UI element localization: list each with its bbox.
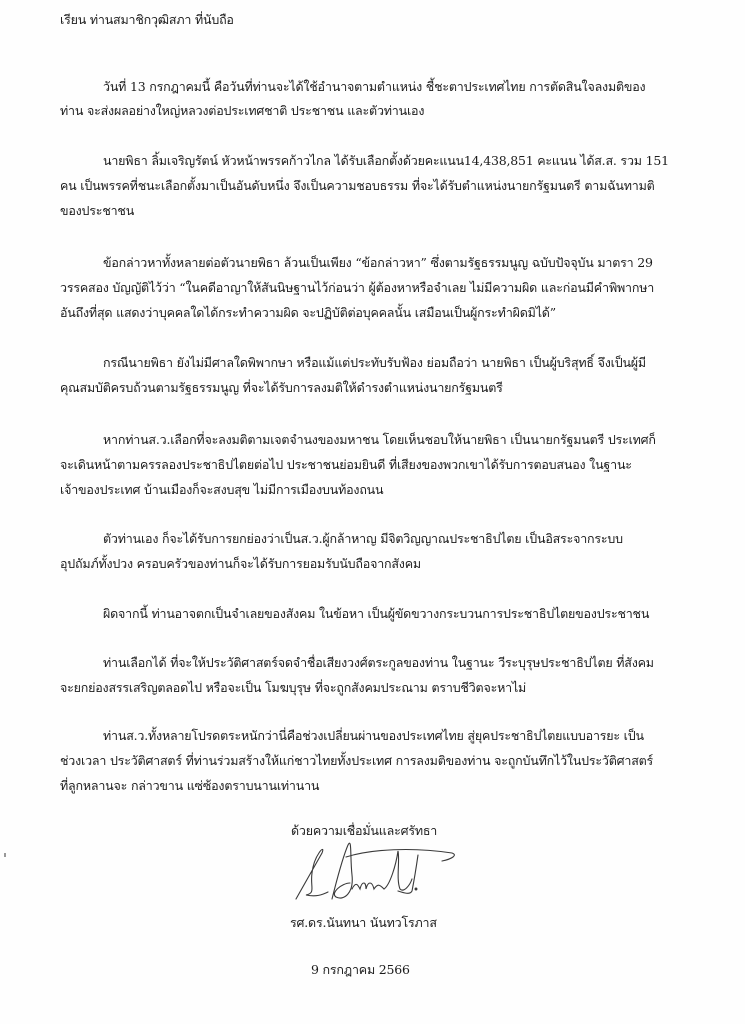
scan-speck <box>4 853 6 857</box>
paragraph-6-line-2: อุปถัมภ์ทั้งปวง ครอบครัวของท่านก็จะได้รับการยอมรับนับถือจากสังคม <box>60 556 421 571</box>
signer-name: รศ.ดร.นันทนา นันทวโรภาส <box>290 915 437 930</box>
paragraph-3-line-1: ข้อกล่าวหาทั้งหลายต่อตัวนายพิธา ล้วนเป็นเพียง “ข้อกล่าวหา” ซึ่งตามรัฐธรรมนูญ ฉบับปัจจุบัน มาตรา 29 <box>103 255 653 270</box>
paragraph-6-line-1: ตัวท่านเอง ก็จะได้รับการยกย่องว่าเป็นส.ว.ผู้กล้าหาญ มีจิตวิญญาณประชาธิปไตย เป็นอิสระจากระบบ <box>103 531 623 546</box>
paragraph-1-line-2: ท่าน จะส่งผลอย่างใหญ่หลวงต่อประเทศชาติ ประชาชน และตัวท่านเอง <box>60 103 425 118</box>
paragraph-9-line-3: ที่ลูกหลานจะ กล่าวขาน แซ่ซ้องตราบนานเท่านาน <box>60 778 320 793</box>
paragraph-7-line-1: ผิดจากนี้ ท่านอาจตกเป็นจำเลยของสังคม ในข้อหา เป็นผู้ขัดขวางกระบวนการประชาธิปไตยของประชาชน <box>103 606 650 621</box>
handwritten-signature-icon <box>292 835 462 907</box>
paragraph-4-line-2: คุณสมบัติครบถ้วนตามรัฐธรรมนูญ ที่จะได้รับการลงมติให้ดำรงตำแหน่งนายกรัฐมนตรี <box>60 380 503 395</box>
paragraph-1-line-1: วันที่ 13 กรกฎาคมนี้ คือวันที่ท่านจะได้ใช้อำนาจตามตำแหน่ง ชี้ชะตาประเทศไทย การตัดสินใจลงมติของ <box>103 79 646 94</box>
paragraph-4-line-1: กรณีนายพิธา ยังไม่มีศาลใดพิพากษา หรือแม้แต่ประทับรับฟ้อง ย่อมถือว่า นายพิธา เป็นผู้บริสุทธิ์ จึงเป็นผู้มี <box>103 355 646 370</box>
paragraph-2-line-2: คน เป็นพรรคที่ชนะเลือกตั้งมาเป็นอันดับหนึ่ง จึงเป็นความชอบธรรม ที่จะได้รับตำแหน่งนายกรัฐมนตรี ตามฉันทามติ <box>60 178 655 193</box>
paragraph-5-line-3: เจ้าของประเทศ บ้านเมืองก็จะสงบสุข ไม่มีการเมืองบนท้องถนน <box>60 482 384 497</box>
paragraph-9-line-1: ท่านส.ว.ทั้งหลายโปรดตระหนักว่านี่คือช่วงเปลี่ยนผ่านของประเทศไทย สู่ยุคประชาธิปไตยแบบอารยะ เป็น <box>103 728 644 743</box>
salutation: เรียน ท่านสมาชิกวุฒิสภา ที่นับถือ <box>60 12 234 27</box>
paragraph-5-line-2: จะเดินหน้าตามครรลองประชาธิปไตยต่อไป ประชาชนย่อมยินดี ที่เสียงของพวกเขาได้รับการตอบสนอง ในฐานะ <box>60 457 632 472</box>
paragraph-9-line-2: ช่วงเวลา ประวัติศาสตร์ ที่ท่านร่วมสร้างให้แก่ชาวไทยทั้งประเทศ การลงมติของท่าน จะถูกบันทึกไว้ในประวัติศาสตร์ <box>60 753 654 768</box>
letter-date: 9 กรกฎาคม 2566 <box>311 962 410 977</box>
paragraph-3-line-3: อันถึงที่สุด แสดงว่าบุคคลใดได้กระทำความผิด จะปฏิบัติต่อบุคคลนั้น เสมือนเป็นผู้กระทำผิดมิได้” <box>60 305 556 320</box>
closing: ด้วยความเชื่อมั่นและศรัทธา <box>291 823 438 838</box>
paragraph-2-line-3: ของประชาชน <box>60 203 135 218</box>
paragraph-8-line-1: ท่านเลือกได้ ที่จะให้ประวัติศาสตร์จดจำชื่อเสียงวงศ์ตระกูลของท่าน ในฐานะ วีระบุรุษประชาธิปไตย ที่สังคม <box>103 655 654 670</box>
paragraph-2-line-1: นายพิธา ลิ้มเจริญรัตน์ หัวหน้าพรรคก้าวไกล ได้รับเลือกตั้งด้วยคะแนน14,438,851 คะแนน ได้ส.ส. รวม 151 <box>103 153 669 168</box>
paragraph-5-line-1: หากท่านส.ว.เลือกที่จะลงมติตามเจตจำนงของมหาชน โดยเห็นชอบให้นายพิธา เป็นนายกรัฐมนตรี ประเทศก็ <box>103 432 656 447</box>
paragraph-3-line-2: วรรคสอง บัญญัติไว้ว่า “ในคดีอาญาให้สันนิษฐานไว้ก่อนว่า ผู้ต้องหาหรือจำเลย ไม่มีความผิด และก่อนมีคำพิพากษา <box>60 280 655 295</box>
paragraph-8-line-2: จะยกย่องสรรเสริญตลอดไป หรือจะเป็น โมฆบุรุษ ที่จะถูกสังคมประณาม ตราบชีวิตจะหาไม่ <box>60 680 527 695</box>
